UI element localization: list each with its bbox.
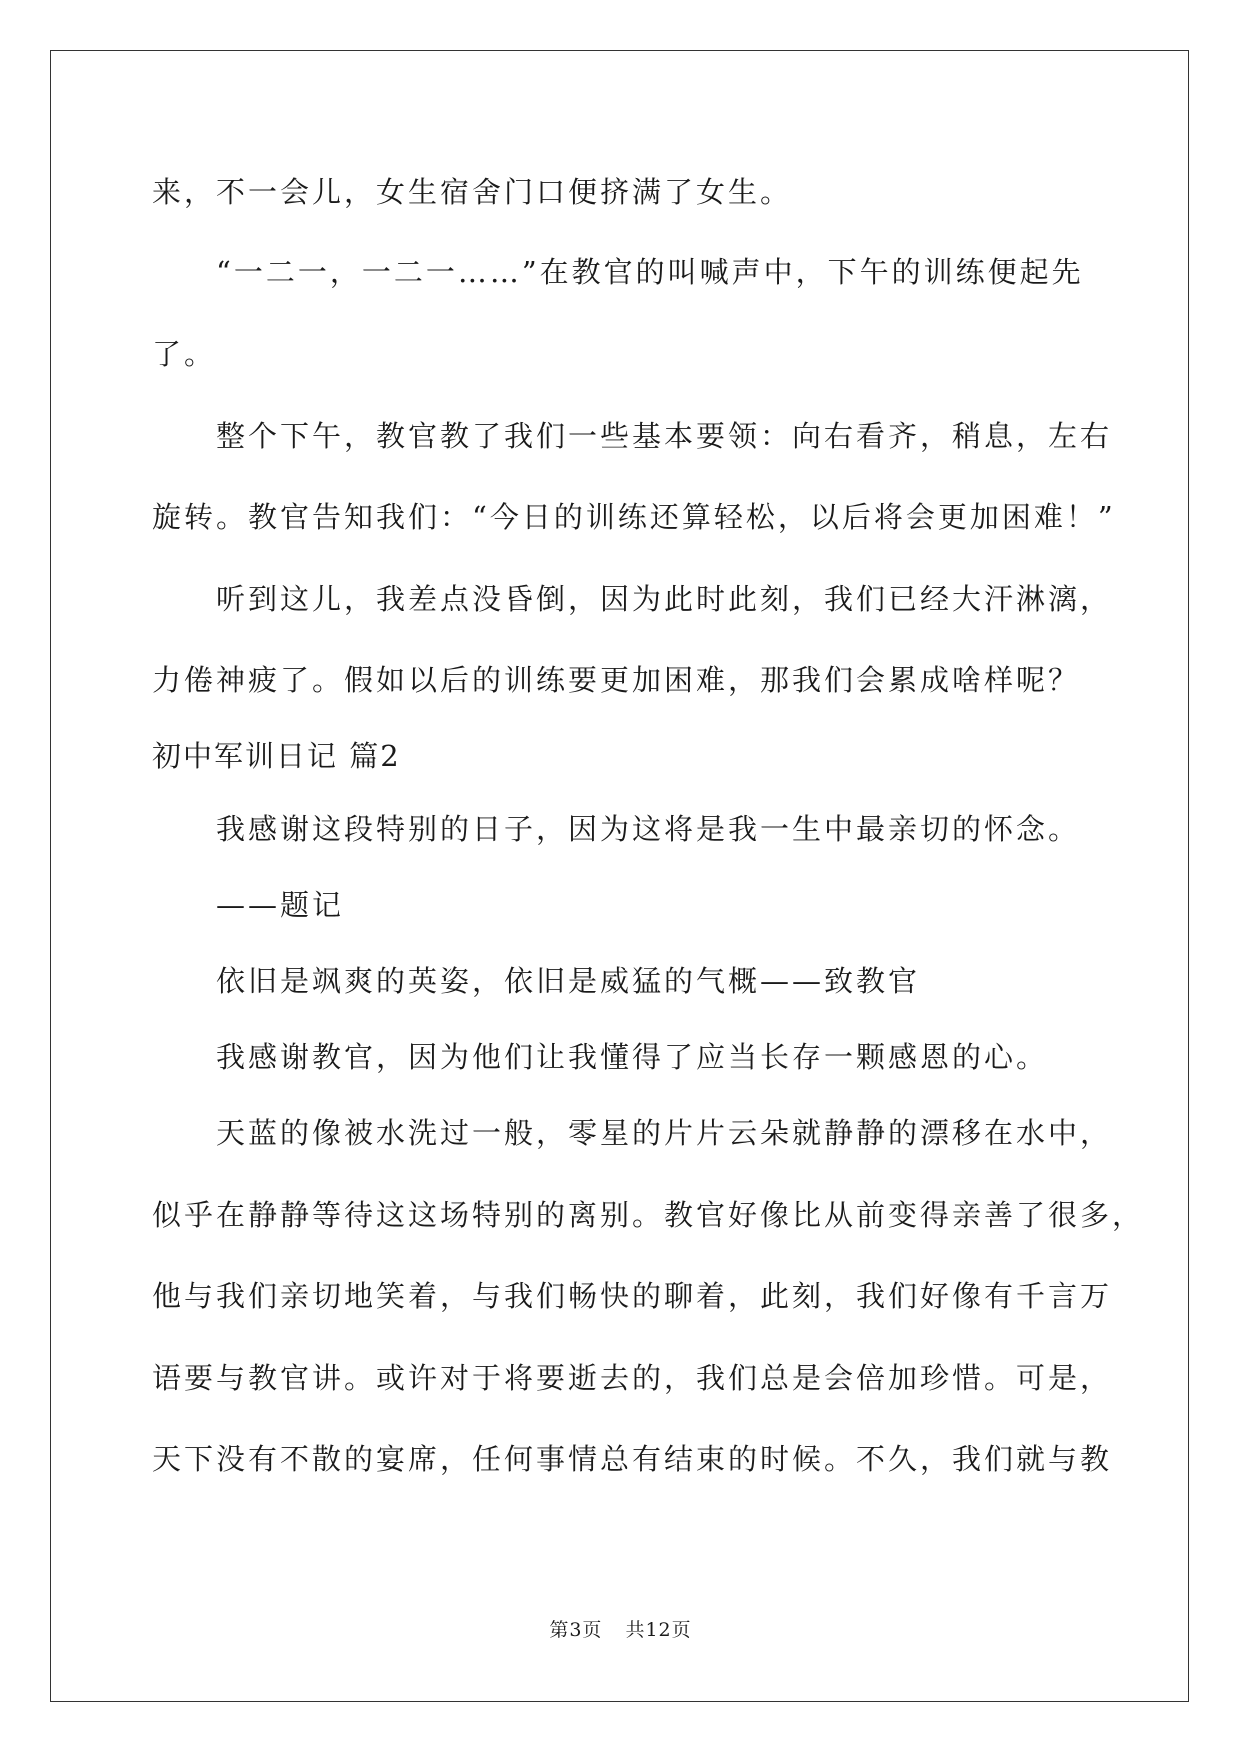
text-line-4: 整个下午，教官教了我们一些基本要领：向右看齐，稍息，左右: [216, 419, 1113, 453]
page-number: 第3页: [549, 1619, 603, 1641]
text-line-11: 天蓝的像被水洗过一般，零星的片片云朵就静静的漂移在水中，: [216, 1116, 1113, 1150]
text-line-14: 语要与教官讲。或许对于将要逝去的，我们总是会倍加珍惜。可是，: [152, 1361, 1113, 1395]
page-total: 共12页: [625, 1619, 692, 1641]
text-line-9: 依旧是飒爽的英姿，依旧是威猛的气概——致教官: [216, 964, 921, 998]
text-line-10: 我感谢教官，因为他们让我懂得了应当长存一颗感恩的心。: [216, 1040, 1049, 1074]
text-line-3: 了。: [152, 337, 217, 371]
page-footer: [0, 1618, 1241, 1642]
epigraph-credit: ——题记: [216, 888, 345, 922]
text-line-8: 我感谢这段特别的日子，因为这将是我一生中最亲切的怀念。: [216, 812, 1081, 846]
text-line-7: 力倦神疲了。假如以后的训练要更加困难，那我们会累成啥样呢？: [152, 663, 1081, 697]
text-line-13: 他与我们亲切地笑着，与我们畅快的聊着，此刻，我们好像有千言万: [152, 1279, 1113, 1313]
text-line-15: 天下没有不散的宴席，任何事情总有结束的时候。不久，我们就与教: [152, 1442, 1113, 1476]
text-line-6: 听到这儿，我差点没昏倒，因为此时此刻，我们已经大汗淋漓，: [216, 582, 1113, 616]
text-line-5: 旋转。教官告知我们：“今日的训练还算轻松，以后将会更加困难！”: [152, 500, 1116, 534]
text-line-1: 来，不一会儿，女生宿舍门口便挤满了女生。: [152, 175, 793, 209]
section-heading: 初中军训日记 篇2: [152, 739, 401, 773]
text-line-12: 似乎在静静等待这这场特别的离别。教官好像比从前变得亲善了很多，: [152, 1198, 1145, 1232]
text-line-2: “一二一，一二一……”在教官的叫喊声中，下午的训练便起先: [216, 255, 1084, 289]
